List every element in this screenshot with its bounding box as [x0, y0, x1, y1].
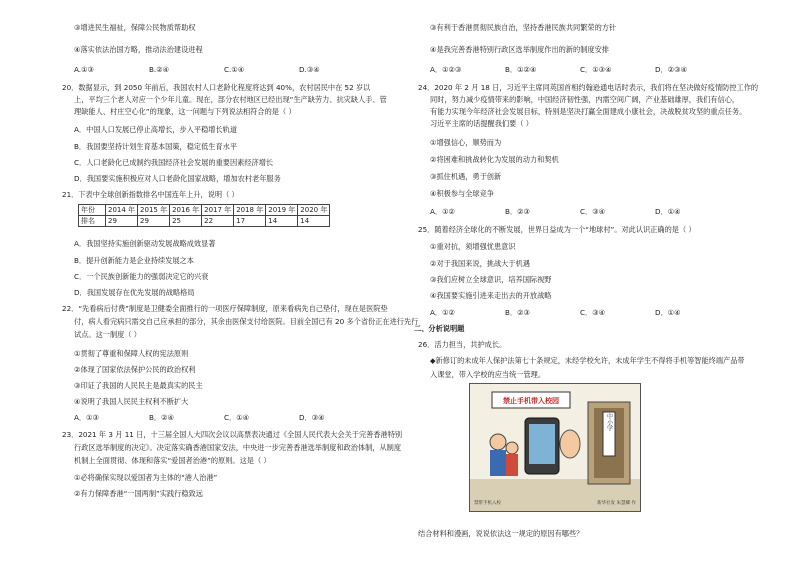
q22-item-2: ②体现了国家依法保护公民的政治权利 [74, 365, 196, 374]
section-heading: 二、分析说明题 [414, 324, 465, 333]
q25-options: A．①② B．②③ C．③④ D．①④ [430, 308, 681, 317]
q24-item-4: ④积极参与全球竞争 [430, 189, 494, 198]
q24-stem-3: 有能力实现今年经济社会发展目标，特别是坚决打赢全面建成小康社会，决战脱贫攻坚的重点任务。 [430, 107, 747, 116]
table-row-ranks: 排名 29 29 25 22 17 14 14 [79, 216, 330, 227]
cartoon-illustration [470, 384, 640, 511]
q24-stem-2: 同时，努力减少疫情带来的影响，中国经济韧性强，内需空间广阔，产业基础雄厚，我们有信心， [430, 95, 740, 104]
q23-stem-1: 23．2021 年 3 月 11 日，十三届全国人大四次会议以高票表决通过《全国人民代表大会关于完善香港特别 [62, 430, 403, 439]
q22-stem-1: 22．“先看病后付费”制度是卫健委全面推行的一项医疗保障制度，原来看病先自己垫付，现在是医院垫 [62, 304, 388, 313]
q25-item-2: ②对于我国来说，挑战大于机遇 [430, 259, 530, 268]
q24-options: A．①② B．②③ C．③④ D．①④ [430, 207, 681, 216]
prev-item-3: ③增进民生福祉，保障公民物质帮助权 [74, 23, 196, 32]
q22-options: A．①③ B．②④ C．①④ D．③④ [74, 413, 325, 422]
q23-item-1: ①必将确保实现以爱国者为主体的“港人治港” [74, 473, 218, 482]
q22-stem-2: 付，病人看完病只需交自己应承担的部分，其余由医保支付给医院。目前全国已有 20 多个省份正在进行先行 [74, 317, 419, 326]
q23-stem-2: 行政区选举制度的决定》。决定落实确香港国家安法，中央进一步完善香港选举制度和政治体制，从制度 [74, 443, 402, 452]
q23-stem-3: 机制上全面贯彻、体现和落实“爱国者治港”的原则。这是（ ） [74, 456, 271, 465]
q22-item-1: ①贯彻了尊重和保障人权的宪法原则 [74, 349, 189, 358]
q23-options: A．①②③ B．①②④ C．①③④ D．②③④ [430, 65, 688, 74]
q21-choice-b: B．提升创新能力是企业持续发展之本 [74, 256, 194, 265]
q21-stem: 21．下表中全球创新指数排名中国连年上升，说明（ ） [62, 190, 239, 199]
q20-stem-2: 上，平均三个老人对应一个少年儿童。现在，部分农村地区已经出现“生产缺劳力、抗灾缺人手、管 [74, 95, 387, 104]
q26-material-2: 入课堂，带入学校的应当统一管理。 [430, 370, 546, 379]
q25-stem: 25．随着经济全球化的不断发展，世界日益成为一个“地球村”。对此认识正确的是（ ） [418, 225, 696, 234]
prev-item-4: ④落实依法治国方略，推动法治建设进程 [74, 45, 203, 54]
q23-item-3: ③有利于香港贯彻民族自治，坚持香港民族共同繁荣的方针 [430, 23, 617, 32]
q20-choice-b: B．我国要坚持计划生育基本国策，稳定低生育水平 [74, 142, 238, 151]
q24-item-2: ②将困难和挑战转化为发展的动力和契机 [430, 155, 559, 164]
q21-choice-c: C．一个民族创新能力的强弱决定它的兴衰 [74, 272, 209, 281]
q24-stem-4: 习近平主席的话提醒我们要（ ） [430, 119, 533, 128]
cartoon-caption-right: 新华社发 朱慧卿 作 [597, 501, 636, 507]
q25-item-4: ④我国要实施引进来走出去的开放战略 [430, 291, 552, 300]
q25-item-3: ③我们应树立全球意识，培养国际视野 [430, 275, 552, 284]
prev-options: A.①③ B.②④ C.①④ D.③④ [74, 65, 320, 74]
q26-material-1: ◆新修订的未成年人保护法第七十条规定，未经学校允许，未成年学生不得将手机等智能终端产品带 [430, 356, 745, 365]
q24-stem-1: 24．2020 年 2 月 18 日，习近平主席同英国首相约翰逊通电话时表示，我们将在坚决做好疫情防控工作的 [418, 83, 759, 92]
q22-stem-3: 试点。这一制度（ ） [74, 330, 141, 339]
q22-item-4: ④说明了我国人民民主权利不断扩大 [74, 397, 189, 406]
q21-choice-d: D．我国发展存在优先发展的战略格局 [74, 288, 195, 297]
q20-choice-c: C．人口老龄化已成制约我国经济社会发展的重要因素经济增长 [74, 158, 274, 167]
cartoon-image [469, 383, 641, 512]
q20-stem-1: 20．数据显示，到 2050 年前后，我国农村人口老龄化程度将达到 40%，农村居民中在 52 岁以 [62, 83, 371, 92]
cartoon-caption-left: 禁带手机入校 [474, 501, 501, 507]
q26-question: 结合材料和漫画，说说依法这一规定的原因有哪些？ [418, 529, 584, 538]
q26-stem: 26．活力担当，共护成长。 [418, 340, 507, 349]
q22-item-3: ③印证了我国的人民民主是最真实的民主 [74, 381, 203, 390]
q25-item-1: ①重对抗，须增强忧患意识 [430, 242, 516, 251]
q24-item-1: ①增强信心，顺势而为 [430, 138, 502, 147]
q23-item-2: ②有力保障香港“一国两制”实践行稳致远 [74, 489, 203, 498]
q24-item-3: ③抓住机遇，勇于创新 [430, 172, 502, 181]
q20-stem-3: 理缺能人、村庄空心化”的现象，这一问题与下列说法相符合的是（ ） [74, 107, 296, 116]
q23-item-4: ④是我完善香港特别行政区选举制度作出的新的制度安排 [430, 45, 609, 54]
q21-choice-a: A．我国坚持实施创新驱动发展战略成效显著 [74, 239, 216, 248]
table-row-years: 年份 2014 年 2015 年 2016 年 2017 年 2018 年 2019 年 2020 年 [79, 205, 330, 216]
gate-sign-text: 中小学 [605, 413, 613, 431]
q20-choice-d: D．我国要实施积极应对人口老龄化国家战略，增加农村老年服务 [74, 174, 281, 183]
q20-choice-a: A．中国人口发展已停止高增长，步入平稳增长轨道 [74, 125, 238, 134]
ranking-table [78, 204, 330, 227]
sign-text: 禁止手机带入校园 [503, 397, 559, 405]
